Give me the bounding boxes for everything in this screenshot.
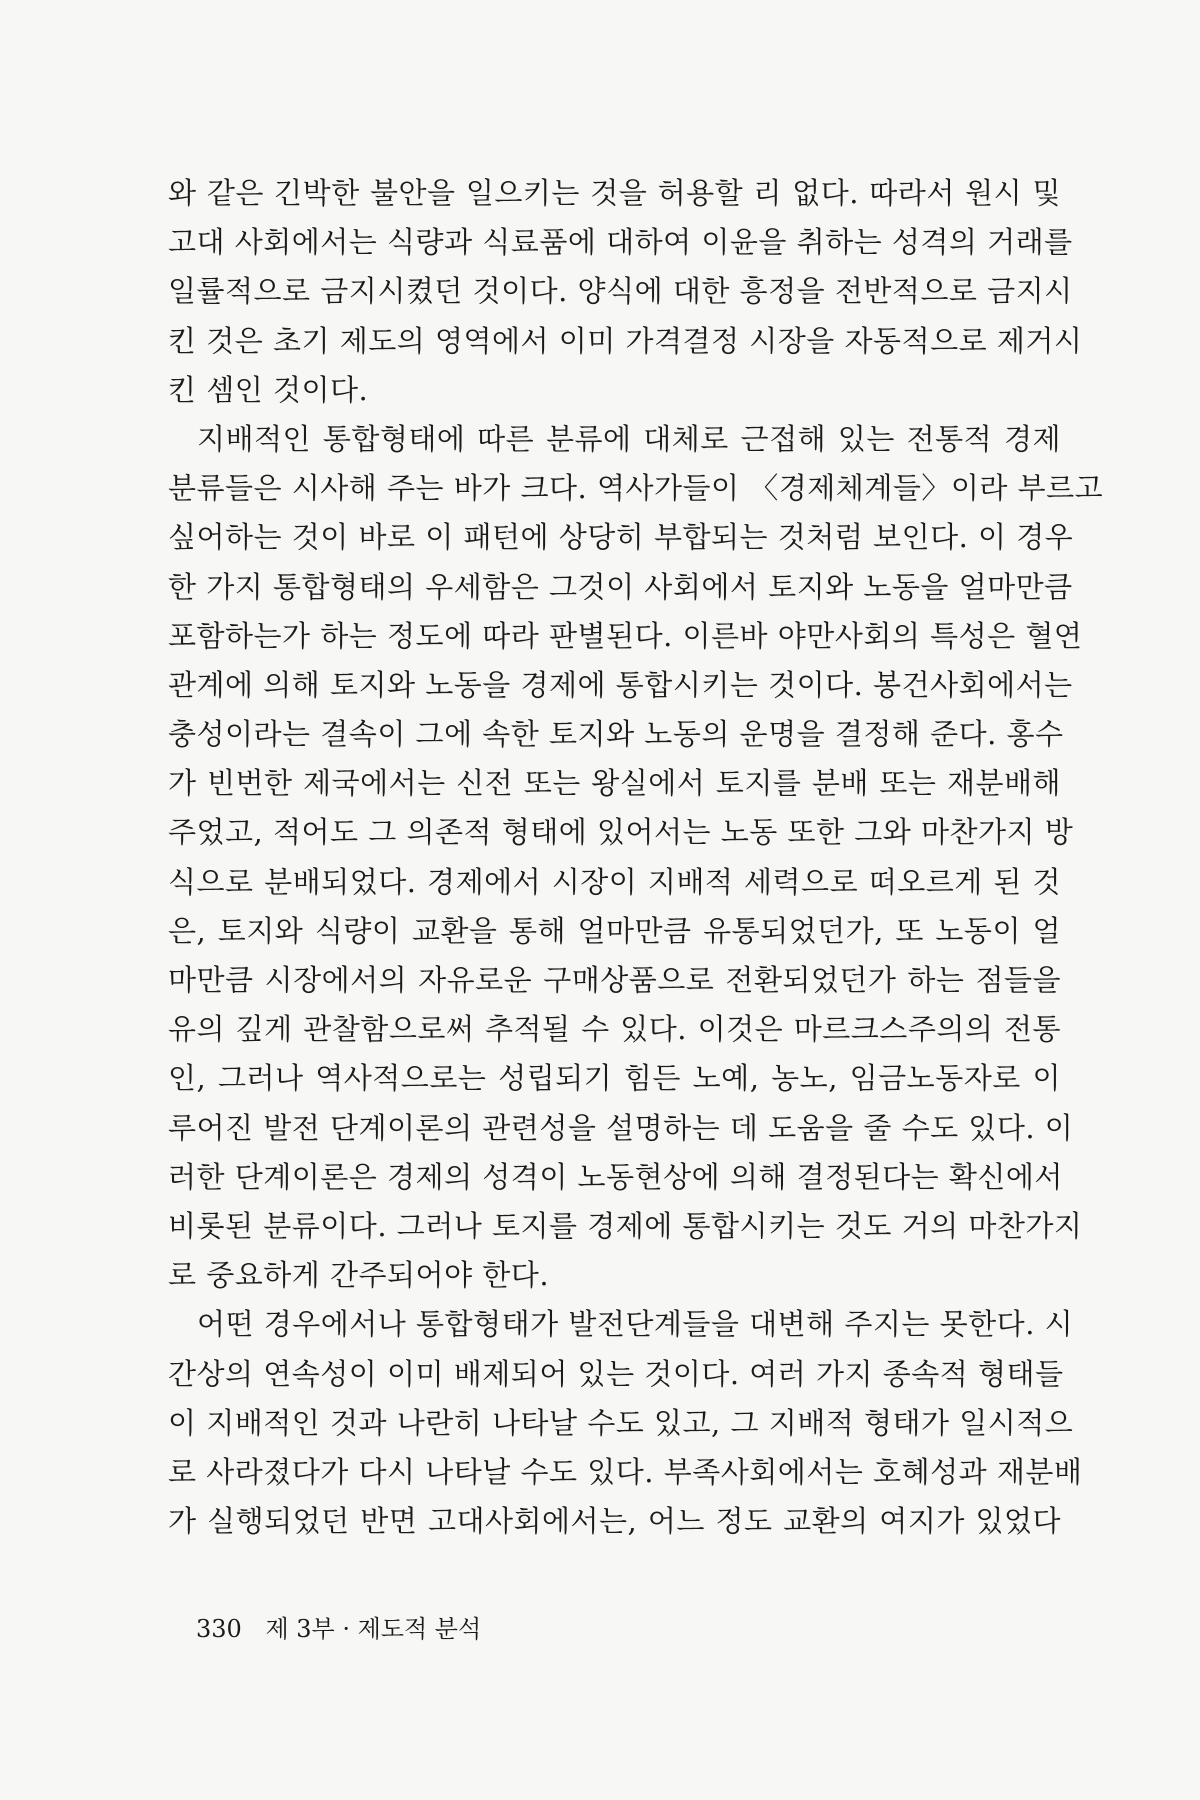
text-line: 충성이라는 결속이 그에 속한 토지와 노동의 운명을 결정해 준다. 홍수 — [168, 717, 1064, 752]
text-line: 간상의 연속성이 이미 배제되어 있는 것이다. 여러 가지 종속적 형태들 — [168, 1356, 1064, 1391]
text-line: 로 사라졌다가 다시 나타날 수도 있다. 부족사회에서는 호혜성과 재분배 — [168, 1454, 1083, 1489]
text-line: 어떤 경우에서나 통합형태가 발전단계들을 대변해 주지는 못한다. 시 — [197, 1307, 1074, 1342]
text-line: 지배적인 통합형태에 따른 분류에 대체로 근접해 있는 전통적 경제 — [197, 421, 1061, 456]
text-line: 분류들은 시사해 주는 바가 크다. 역사가들이 〈경제체계들〉이라 부르고 — [168, 471, 1104, 506]
text-line: 주었고, 적어도 그 의존적 형태에 있어서는 노동 또한 그와 마찬가지 방 — [168, 815, 1074, 850]
text-line: 로 중요하게 간주되어야 한다. — [168, 1258, 550, 1293]
text-line: 한 가지 통합형태의 우세함은 그것이 사회에서 토지와 노동을 얼마만큼 — [168, 569, 1073, 604]
text-line: 식으로 분배되었다. 경제에서 시장이 지배적 세력으로 떠오르게 된 것 — [168, 864, 1061, 899]
text-line: 비롯된 분류이다. 그러나 토지를 경제에 통합시키는 것도 거의 마찬가지 — [168, 1208, 1083, 1243]
page-footer — [196, 1609, 481, 1644]
text-line: 와 같은 긴박한 불안을 일으키는 것을 허용할 리 없다. 따라서 원시 및 — [168, 176, 1061, 210]
text-line: 러한 단계이론은 경제의 성격이 노동현상에 의해 결정된다는 확신에서 — [168, 1159, 1063, 1194]
text-line: 가 빈번한 제국에서는 신전 또는 왕실에서 토지를 분배 또는 재분배해 — [168, 766, 1061, 801]
text-line: 마만큼 시장에서의 자유로운 구매상품으로 전환되었던가 하는 점들을 — [168, 963, 1061, 997]
text-line: 가 실행되었던 반면 고대사회에서는, 어느 정도 교환의 여지가 있었다 — [168, 1504, 1061, 1539]
text-line: 이 지배적인 것과 나란히 나타날 수도 있고, 그 지배적 형태가 일시적으 — [168, 1405, 1074, 1440]
text-line: 관계에 의해 토지와 노동을 경제에 통합시키는 것이다. 봉건사회에서는 — [168, 667, 1073, 702]
text-line: 싶어하는 것이 바로 이 패턴에 상당히 부합되는 것처럼 보인다. 이 경우 — [168, 520, 1074, 555]
page-number: 330 — [196, 1615, 242, 1643]
text-line: 킨 셈인 것이다. — [168, 372, 369, 407]
text-line: 고대 사회에서는 식량과 식료품에 대하여 이윤을 취하는 성격의 거래를 — [168, 225, 1073, 260]
text-line: 인, 그러나 역사적으로는 성립되기 힘든 노예, 농노, 임금노동자로 이 — [168, 1061, 1061, 1096]
text-line: 포함하는가 하는 정도에 따라 판별된다. 이른바 야만사회의 특성은 혈연 — [168, 618, 1083, 653]
text-line: 은, 토지와 식량이 교환을 통해 얼마만큼 유통되었던가, 또 노동이 얼 — [168, 913, 1061, 948]
text-line: 일률적으로 금지시켰던 것이다. 양식에 대한 흥정을 전반적으로 금지시 — [168, 274, 1073, 309]
section-title: 제 3부 · 제도적 분석 — [265, 1615, 482, 1643]
text-line: 킨 것은 초기 제도의 영역에서 이미 가격결정 시장을 자동적으로 제거시 — [168, 323, 1083, 358]
body-text — [168, 169, 1104, 1546]
text-line: 유의 깊게 관찰함으로써 추적될 수 있다. 이것은 마르크스주의의 전통 — [168, 1012, 1061, 1047]
text-line: 루어진 발전 단계이론의 관련성을 설명하는 데 도움을 줄 수도 있다. 이 — [168, 1110, 1074, 1145]
